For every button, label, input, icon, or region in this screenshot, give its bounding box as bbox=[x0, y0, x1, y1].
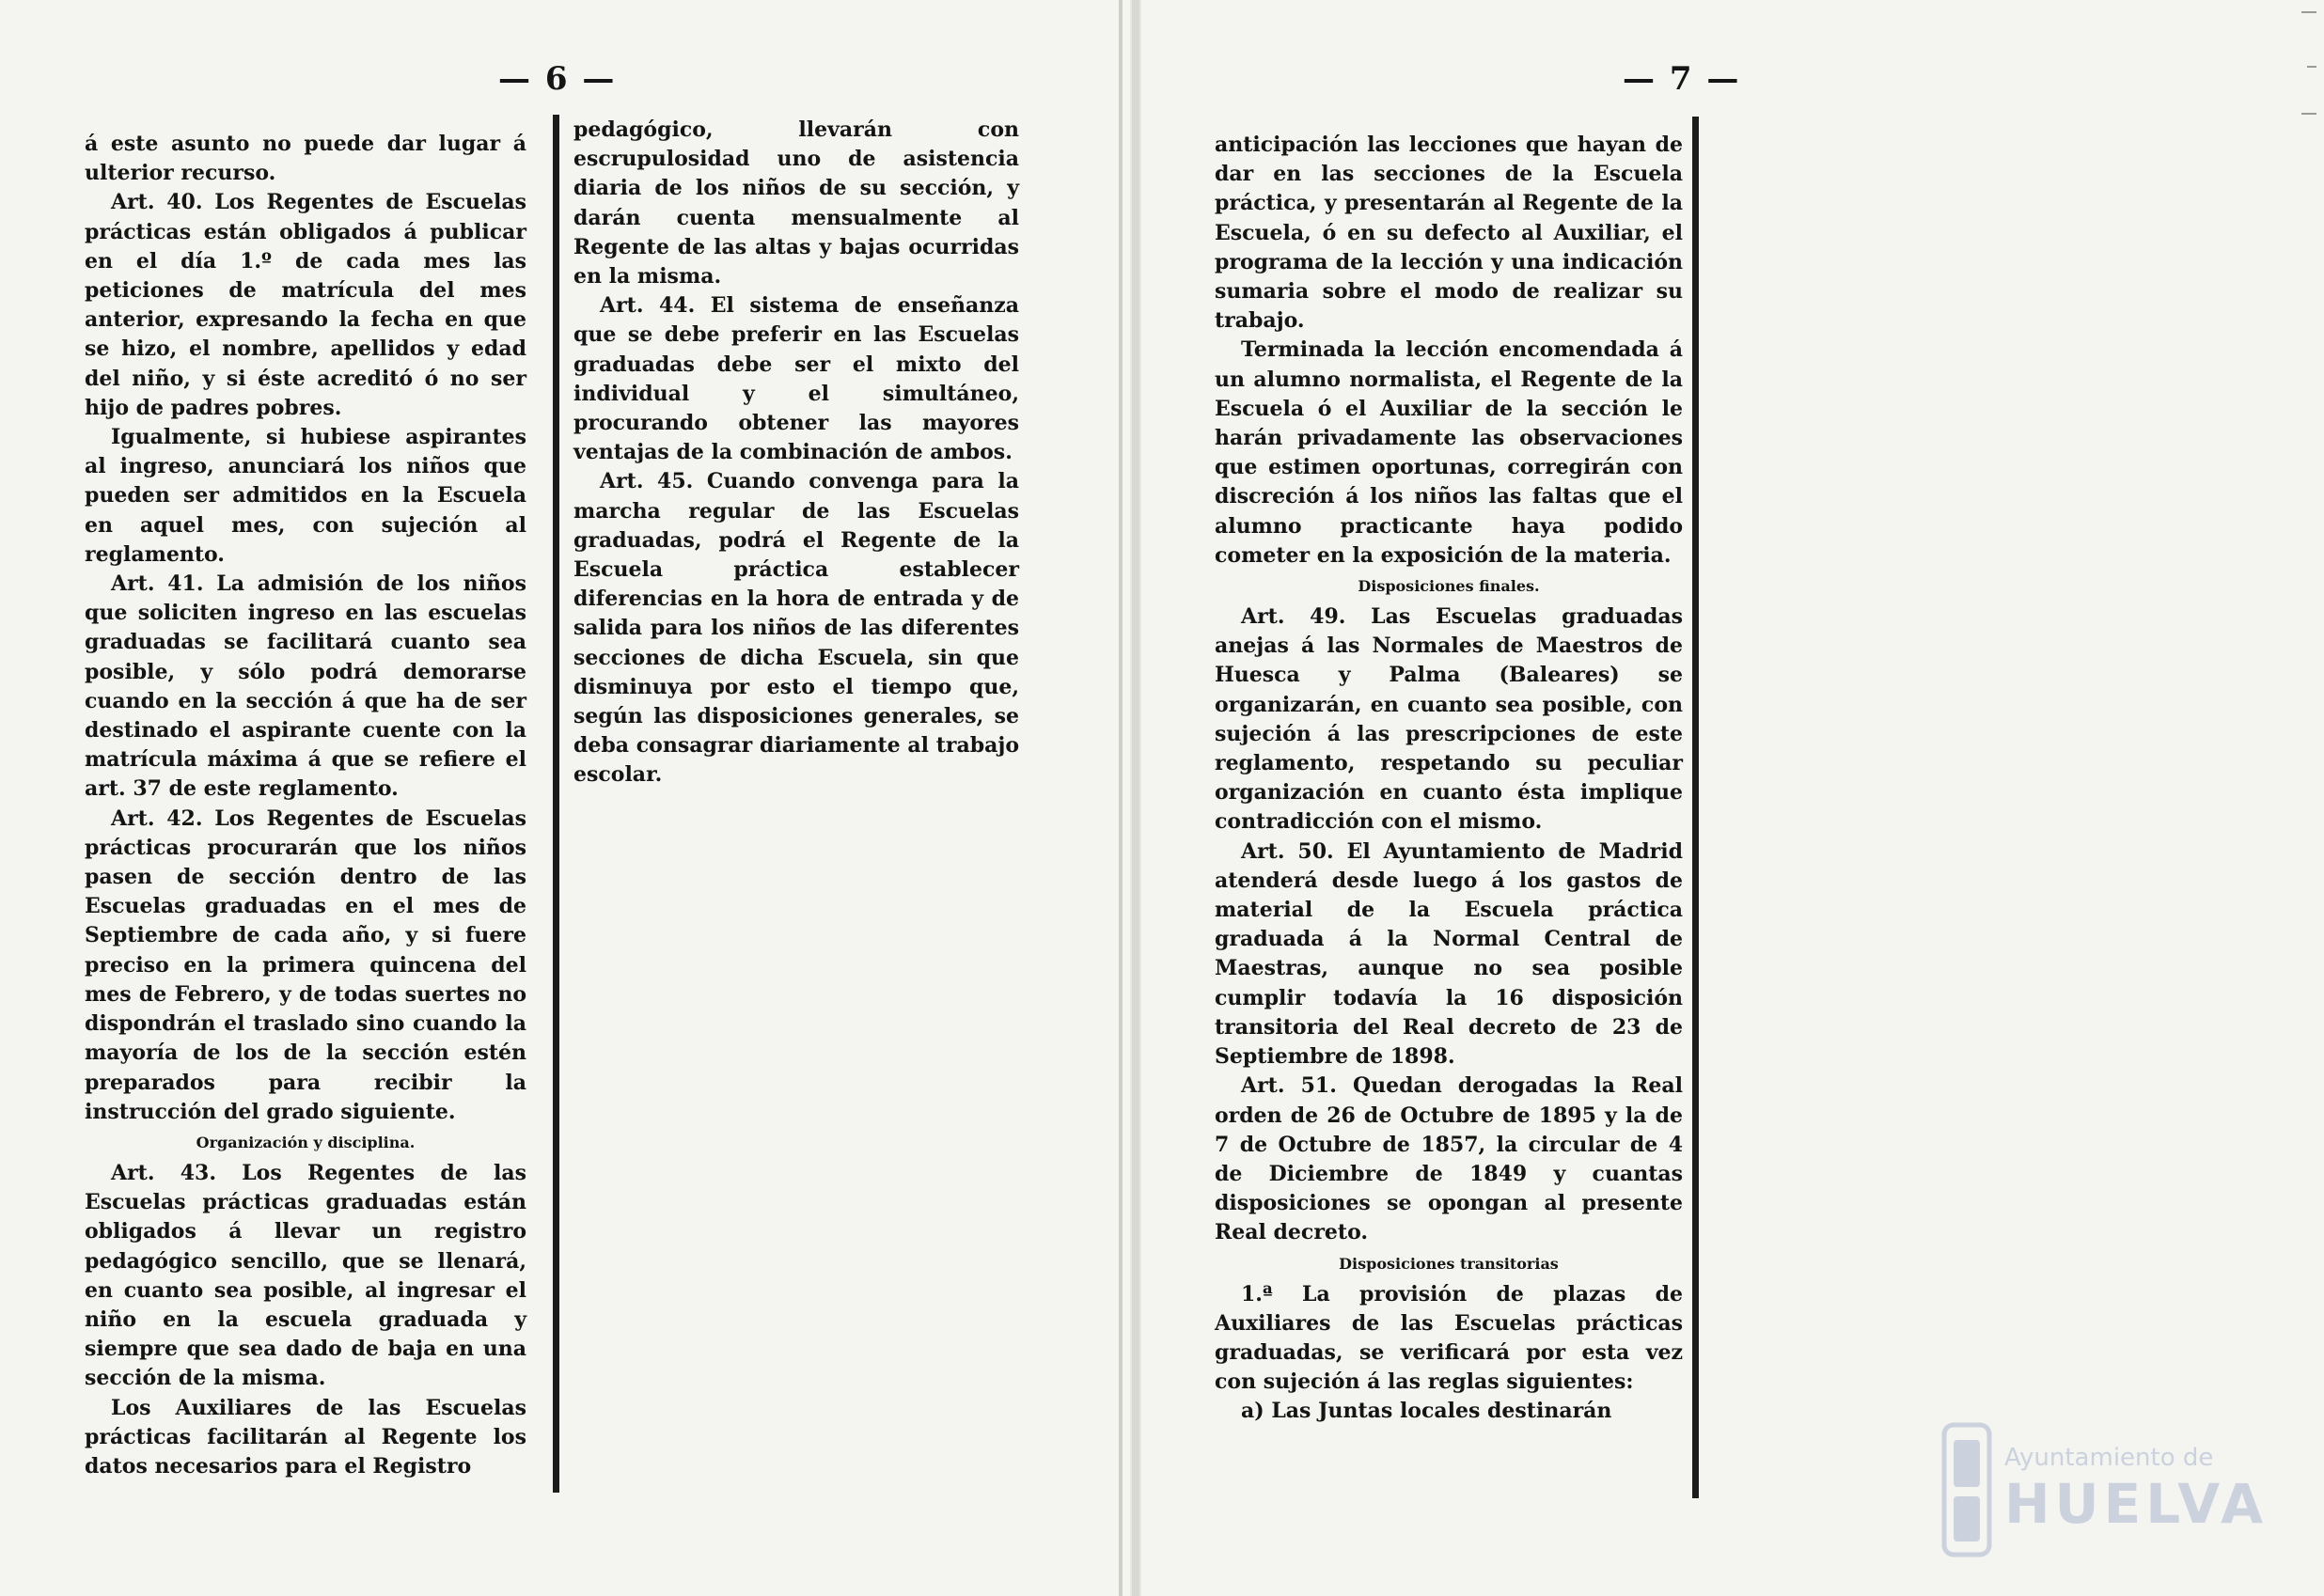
section-heading: Disposiciones finales. bbox=[1358, 577, 1540, 596]
article-51: Art. 51. Quedan derogadas la Real orden de 26 de Octubre de 1895 y la de 7 de Octubre de 1857, la circular de 4 de Diciembre de 1849 y cuantas disposiciones se opongan al presente Real decreto. bbox=[1215, 1073, 1683, 1245]
scan-mark bbox=[2301, 113, 2316, 115]
article-40: Art. 40. Los Regentes de Escuelas prácticas están obligados á publicar en el día 1.º de cada mes las peticiones de matrícula del mes anterior, expresando la fecha en que se hizo, el nombre, apellidos y edad del niño, y si éste acreditó ó no ser hijo de padres pobres. bbox=[85, 190, 526, 420]
transitory-provision-1: 1.ª La provisión de plazas de Auxiliares de las Escuelas prácticas graduadas, se verificará por esta vez con sujeción á las reglas siguientes: bbox=[1215, 1281, 1683, 1395]
article-44: Art. 44. El sistema de enseñanza que se debe preferir en las Escuelas graduadas debe ser el mixto del individual y el simultáneo, procurando obtener las mayores ventajas de la combinación de ambos. bbox=[573, 293, 1019, 465]
paragraph: a) Las Juntas locales destinarán bbox=[1241, 1399, 1612, 1424]
article-49: Art. 49. Las Escuelas graduadas anejas á las Normales de Maestros de Huesca y Palma (Baleares) se organizarán, en cuanto sea posible, con sujeción á las prescripciones de este reglamento, respetando su peculiar organización en cuanto ésta implique contradicción con el mismo. bbox=[1215, 604, 1683, 835]
paragraph: Terminada la lección encomendada á un alumno normalista, el Regente de la Escuela ó el Auxiliar de la sección le harán privadamente las observaciones que estimen oportunas, corregirán con discreción á los niños las faltas que el alumno practicante haya podido cometer en la exposición de la materia. bbox=[1215, 337, 1683, 568]
city-shield-icon bbox=[1940, 1419, 1993, 1560]
text-column bbox=[573, 116, 1019, 790]
right-page bbox=[1141, 0, 2324, 1596]
scan-mark bbox=[2301, 11, 2316, 13]
text-column bbox=[85, 130, 526, 1481]
column-rule bbox=[553, 115, 559, 1493]
article-41: Art. 41. La admisión de los niños que soliciten ingreso en las escuelas graduadas se facilitará cuanto sea posible, y sólo podrá demorarse cuando en la sección á que ha de ser destinado el aspirante cuente con la matrícula máxima á que se refiere el art. 37 de este reglamento. bbox=[85, 571, 526, 802]
text-column bbox=[1215, 131, 1683, 1427]
watermark-name: HUELVA bbox=[2004, 1472, 2269, 1536]
page-gutter bbox=[1119, 0, 1123, 1596]
paragraph: á este asunto no puede dar lugar á ulterior recurso. bbox=[85, 132, 526, 186]
page-gutter bbox=[1132, 0, 1139, 1596]
paragraph: Igualmente, si hubiese aspirantes al ingreso, anunciará los niños que pueden ser admitidos en la Escuela en aquel mes, con sujeción al reglamento. bbox=[85, 425, 526, 567]
article-42: Art. 42. Los Regentes de Escuelas prácticas procurarán que los niños pasen de sección dentro de las Escuelas graduadas en el mes de Septiembre de cada año, y si fuere preciso en la primera quincena del mes de Febrero, y de todas suertes no dispondrán el traslado sino cuando la mayoría de los de la sección estén preparados para recibir la instrucción del grado siguiente. bbox=[85, 806, 526, 1124]
section-heading: Organización y disciplina. bbox=[196, 1133, 416, 1151]
paragraph: pedagógico, llevarán con escrupulosidad uno de asistencia diaria de los niños de su sección, y darán cuenta mensualmente al Regente de las altas y bajas ocurridas en la misma. bbox=[573, 117, 1019, 289]
paragraph: Los Auxiliares de las Escuelas prácticas facilitarán al Regente los datos necesarios para el Registro bbox=[85, 1395, 526, 1479]
paragraph: anticipación las lecciones que hayan de dar en las secciones de la Escuela práctica, y presentarán al Regente de la Escuela, ó en su defecto al Auxiliar, el programa de la lección y una indicación sumaria sobre el modo de realizar su trabajo. bbox=[1215, 133, 1683, 334]
left-page bbox=[0, 0, 1130, 1596]
section-heading: Disposiciones transitorias bbox=[1339, 1254, 1559, 1273]
article-43: Art. 43. Los Regentes de las Escuelas prácticas graduadas están obligados á llevar un registro pedagógico sencillo, que se llenará, en cuanto sea posible, al ingresar el niño en la escuela graduada y siempre que sea dado de baja en una sección de la misma. bbox=[85, 1160, 526, 1391]
scan-mark bbox=[2307, 66, 2316, 68]
watermark bbox=[1940, 1410, 2279, 1570]
watermark-line: Ayuntamiento de bbox=[2004, 1444, 2214, 1472]
watermark-text bbox=[2004, 1444, 2268, 1536]
column-rule bbox=[1692, 117, 1699, 1498]
article-45: Art. 45. Cuando convenga para la marcha regular de las Escuelas graduadas, podrá el Regente de la Escuela práctica establecer diferencias en la hora de entrada y de salida para los niños de las diferentes secciones de dicha Escuela, sin que disminuya por esto el tiempo que, según las disposiciones generales, se deba consagrar diariamente al trabajo escolar. bbox=[573, 469, 1019, 788]
page-number: — 7 — bbox=[1623, 60, 1741, 98]
article-50: Art. 50. El Ayuntamiento de Madrid atenderá desde luego á los gastos de material de la Escuela práctica graduada á la Normal Central de Maestras, aunque no sea posible cumplir todavía la 16 disposición transitoria del Real decreto de 23 de Septiembre de 1898. bbox=[1215, 838, 1683, 1070]
page-number: — 6 — bbox=[498, 60, 617, 98]
